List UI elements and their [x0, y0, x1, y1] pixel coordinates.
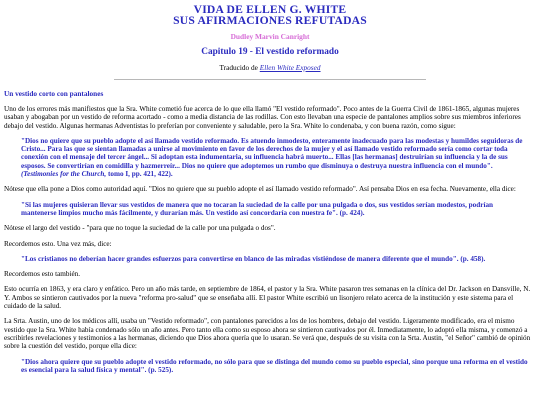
- title-line-2: SUS AFIRMACIONES REFUTADAS: [173, 14, 367, 27]
- quote-1: [21, 137, 528, 178]
- quote-2: "Si las mujeres quisieran llevar sus vestidos de manera que no tocaran la suciedad de la calle por una pulgada o dos, sus vestidos serían modestos, podrían mantenerse limpios mucho más fácilmente, y durarían más. Un vestido así concordaría con nuestra fe". (p. 424).: [21, 200, 494, 217]
- page-title: [4, 4, 536, 26]
- paragraph-4: Recordemos esto. Una vez más, dice:: [4, 239, 112, 248]
- quote-1-text: "Dios no quiere que su pueblo adopte el así llamado vestido reformado. Es atuendo inmodesto, enteramente inadecuado para las modestas y humildes seguidoras de Cristo... Para las que se sientan llamadas a unirse al movimiento en favor de los derechos de la mujer y el así llamado vestido reformado sería como cortar toda conexión con el mensaje del tercer ángel... Si adoptan esta indumentaria, su influencia habrá muerto... Ellas [las hermanas] destruirían su influencia y la de sus esposos. Se convertirían en comidilla y hazmerreír... Dios no quiere que adoptemos un rumbo que disminuya o destruya nuestra influencia con el mundo".: [21, 136, 523, 170]
- paragraph-3: Nótese el largo del vestido - "para que no toque la suciedad de la calle por una pulgada o dos".: [4, 224, 276, 233]
- author-name: Dudley Marvin Canright: [230, 32, 310, 41]
- quote-4: "Dios ahora quiere que su pueblo adopte el vestido reformado, no sólo para que se distinga del mundo como su pueblo especial, sino porque una reforma en el vestido es esencial para la salud física y mental". (p. 525).: [21, 357, 528, 374]
- quote-1-source: (Testimonies for the Church,: [21, 170, 107, 179]
- translation-credit: [4, 63, 536, 72]
- quote-1-pages: tomo I, pp. 421, 422).: [106, 170, 173, 179]
- header-divider: [114, 79, 426, 80]
- translated-prefix: Traducido de: [219, 63, 260, 72]
- source-link[interactable]: Ellen White Exposed: [259, 63, 321, 72]
- paragraph-1: Uno de los errores más manifiestos que la Sra. White cometió fue acerca de lo que ella llamó "El vestido reformado". Poco antes de la Guerra Civil de 1861-1865, algunas mujeres usaban y abogaban por un vestido de reforma acortado - como a media distancia de las rodillas. Con esto llevaban una especie de pantalones amplios sobre sus miembros inferiores debajo del vestido. Algunas hermanas Adventistas lo preferían por conveniente y saludable, pero la Sra. White lo condenaba, y con buena razón, como sigue:: [4, 105, 521, 130]
- chapter-heading: Capitulo 19 - El vestido reformado: [201, 47, 339, 57]
- section-title: Un vestido corto con pantalones: [4, 89, 104, 98]
- paragraph-2: Nótese que ella pone a Dios como autoridad aquí. "Dios no quiere que su pueblo adopte el así llamado vestido reformado". Así pensaba Dios en esa fecha. Nuevamente, ella dice:: [4, 185, 516, 194]
- document-header: [4, 4, 536, 80]
- paragraph-6: Esto ocurría en 1863, y era claro y enfático. Pero un año más tarde, en septiembre de 1864, el pastor y la Sra. White pasaron tres semanas en la clínica del Dr. Jackson en Dansville, N. Y. Ambos se sintieron cautivados por la nueva "reforma pro-salud" que se enseñaba allí. El pastor White escribió un lisonjero relato acerca de la institución y este sistema para el cuidado de la salud.: [4, 285, 531, 311]
- paragraph-7: La Srta. Austin, uno de los médicos allí, usaba un "Vestido reformado", con pantalones parecidos a los de los hombres, debajo del vestido. Ligeramente modificado, era el mismo vestido que la Sra. White había condenado sólo un año antes. Pero tanto ella como su esposo ahora se sintieron cautivados por él. Inmediatamente, lo adoptó ella misma, y comenzó a escribirles revelaciones y testimonios a las hermanas, diciendo que Dios ahora quería que lo usaran. Se verá que, después de su visita con la Srta. Austin, "el Señor" cambió de opinión sobre la cuestión del vestido, porque ella dice:: [4, 317, 531, 351]
- paragraph-5: Recordemos esto también.: [4, 270, 81, 279]
- quote-3: "Los cristianos no deberían hacer grandes esfuerzos para convertirse en blanco de las miradas vistiéndose de manera diferente que el mundo". (p. 458).: [21, 254, 486, 263]
- title-line-1: VIDA DE ELLEN G. WHITE: [193, 3, 347, 16]
